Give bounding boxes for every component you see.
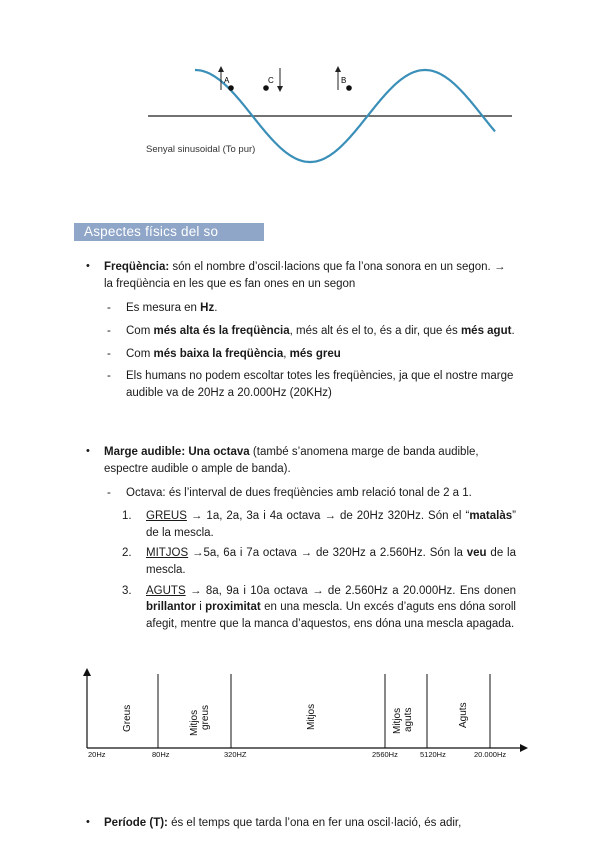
text: → 8a, 9a i 10a octava → de 2.560Hz a 20.000Hz. Ens donen [185, 584, 516, 597]
text-bold: més alta és la freqüència [153, 325, 290, 338]
numbered-item [122, 508, 516, 541]
tick-5120hz: 5120Hz [420, 750, 446, 759]
tick-2560hz: 2560Hz [372, 750, 398, 759]
tick-20hz: 20Hz [88, 750, 106, 759]
audible-term: Marge audible: Una octava [104, 446, 250, 458]
text: ” de la mescla. [146, 510, 516, 539]
text-bold: veu [466, 547, 487, 560]
frequency-def: són el nombre d’oscil·lacions que fa l’ona sonora en un segon. → la freqüència en les que es fan ones en un segon [104, 261, 506, 290]
audible-definition [104, 444, 516, 477]
list-item: - Com més baixa la freqüència, més greu [107, 347, 341, 360]
number: 2. [122, 547, 132, 560]
text: . [214, 302, 218, 315]
tick-80hz: 80Hz [152, 750, 170, 759]
text-bold: proximitat [205, 601, 261, 614]
text-underlined: GREUS [146, 510, 187, 523]
numbered-item [122, 545, 516, 578]
band-mitjos: Mitjos [306, 703, 317, 730]
text-bold: Hz [200, 302, 215, 315]
text-bold: més greu [289, 347, 341, 360]
frequency-range-diagram [80, 668, 530, 768]
y-axis-arrow [83, 668, 91, 676]
list-item: - Octava: és l’interval de dues freqüències amb relació tonal de 2 a 1. [107, 487, 472, 500]
section-title: Aspectes físics del so [74, 223, 264, 241]
text-bold: més baixa la freqüència [153, 347, 284, 360]
text: Octava: és l’interval de dues freqüències amb relació tonal de 2 a 1. [126, 487, 472, 500]
text-underlined: AGUTS [146, 584, 186, 597]
sine-caption: Senyal sinusoidal (To pur) [146, 144, 256, 155]
text: en una mescla. Un excés d’aguts ens dóna soroll afegit, mentre que la manca d’aquestos, ens dóna una mescla apagada. [146, 601, 516, 631]
frequency-bullet [86, 259, 516, 402]
audible-range-bullet [86, 444, 516, 633]
bullet-icon: • [86, 445, 90, 457]
band-aguts: Aguts [458, 702, 469, 728]
numbered-item [122, 583, 516, 633]
label-c: C [268, 76, 274, 85]
label-a: A [224, 76, 230, 85]
tick-20000hz: 20.000Hz [474, 750, 507, 759]
arrow-b-head [335, 66, 341, 72]
text-underlined: MITJOS [146, 547, 189, 560]
arrow-c-head [277, 86, 283, 92]
band-mitjos-greus: Mitjosgreus [189, 704, 211, 736]
text: . [511, 325, 515, 338]
audible-def: (també s’anomena marge de banda audible, espectre audible o ample de banda). [104, 446, 479, 475]
text: → 1a, 2a, 3a i 4a octava → de 20Hz 320Hz. Són el “ [186, 510, 470, 523]
text: Els humans no podem escoltar totes les freqüències, ja que el nostre marge audible va de 20Hz a 20.000Hz (20KHz) [126, 370, 514, 400]
frequency-definition [104, 259, 516, 292]
tick-320hz: 320HZ [224, 750, 247, 759]
point-b [346, 85, 352, 91]
period-term: Període (T): [104, 817, 168, 829]
frequency-term: Freqüència: [104, 261, 170, 273]
list-item: - Es mesura en Hz. [107, 302, 218, 315]
text: i [195, 601, 206, 614]
bullet-icon: • [86, 260, 90, 272]
number: 1. [122, 510, 132, 523]
period-definition [104, 815, 516, 832]
octave-numbered-list [122, 508, 516, 633]
point-c [263, 85, 269, 91]
x-axis-arrow [520, 744, 528, 752]
period-bullet [86, 815, 516, 832]
frequency-sublist [104, 300, 516, 401]
text: de la mescla. [146, 547, 516, 577]
point-a [228, 85, 234, 91]
label-b: B [341, 76, 347, 85]
period-def: és el temps que tarda l’ona en fer una oscil·lació, és adir, [167, 817, 462, 829]
list-item: - Com més alta és la freqüència, més alt és el to, és a dir, que és més agut. [107, 325, 515, 338]
text-bold: matalàs [469, 510, 513, 523]
audible-sublist [104, 485, 516, 502]
band-mitjos-aguts: Mitjosaguts [392, 707, 414, 734]
text: Com [126, 325, 154, 338]
arrow-a-head [218, 66, 224, 72]
number: 3. [122, 584, 132, 597]
text: →5a, 6a i 7a octava → de 320Hz a 2.560Hz. Són la [188, 547, 467, 560]
list-item: - Els humans no podem escoltar totes les freqüències, ja que el nostre marge audible va de 20Hz a 20.000Hz (20KHz) [107, 370, 514, 400]
text-bold: brillantor [146, 601, 196, 614]
text: Com [126, 347, 154, 360]
text: , [283, 347, 290, 360]
bullet-icon: • [86, 816, 90, 828]
text: Es mesura en [126, 302, 201, 315]
band-greus: Greus [122, 704, 133, 732]
text: , més alt és el to, és a dir, que és [289, 325, 461, 338]
text-bold: més agut [460, 325, 512, 338]
